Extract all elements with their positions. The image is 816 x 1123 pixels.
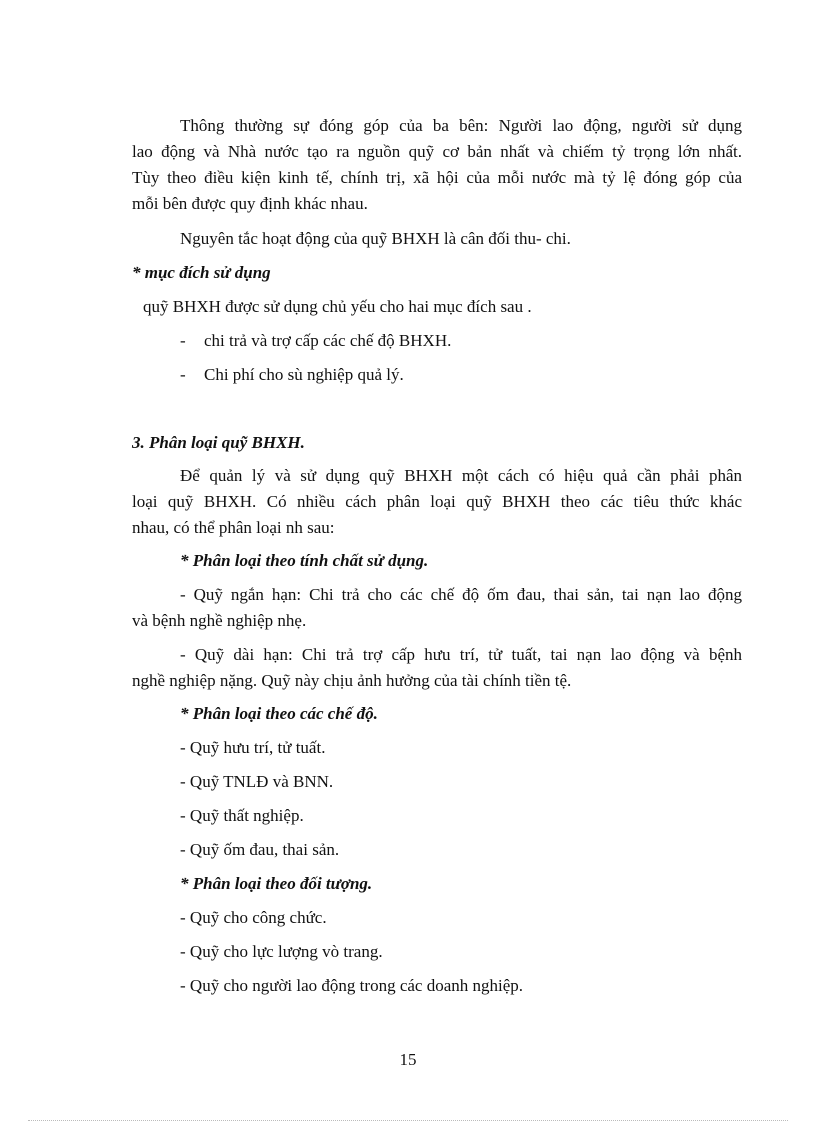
paragraph-line: Tùy theo điều kiện kinh tế, chính trị, xã hội của mỗi nước mà tỷ lệ đóng góp của (132, 168, 742, 187)
list-item: - Quỹ cho lực lượng vò trang. (180, 942, 383, 961)
paragraph-line: nhau, có thể phân loại nh sau: (132, 518, 335, 537)
page-number: 15 (399, 1050, 417, 1069)
footer-divider (28, 1120, 788, 1121)
list-item: Chi phí cho sù nghiệp quả lý. (204, 365, 404, 384)
list-item: - Quỹ cho người lao động trong các doanh nghiệp. (180, 976, 524, 995)
paragraph-line: loại quỹ BHXH. Có nhiều cách phân loại quỹ BHXH theo các tiêu thức khác (132, 492, 742, 511)
list-item: - Quỹ thất nghiệp. (180, 806, 304, 825)
paragraph-line: Nguyên tắc hoạt động của quỹ BHXH là cân đối thu- chi. (180, 229, 571, 248)
paragraph-line: Để quản lý và sử dụng quỹ BHXH một cách có hiệu quả cần phải phân (180, 466, 742, 485)
list-item: chi trả và trợ cấp các chế độ BHXH. (204, 331, 452, 350)
list-item-dash: - (180, 331, 186, 350)
paragraph-line: mỗi bên được quy định khác nhau. (132, 194, 368, 213)
list-item-dash: - (180, 365, 186, 384)
paragraph-line: - Quỹ ngắn hạn: Chi trả cho các chế độ ốm đau, thai sản, tai nạn lao động (180, 585, 742, 604)
list-item: - Quỹ cho công chức. (180, 908, 327, 927)
subheading-che-do: * Phân loại theo các chế độ. (180, 704, 378, 723)
subheading-doi-tuong: * Phân loại theo đối tượng. (180, 874, 373, 893)
subheading-muc-dich: * mục đích sử dụng (132, 263, 271, 282)
paragraph-line: lao động và Nhà nước tạo ra nguồn quỹ cơ bản nhất và chiếm tỷ trọng lớn nhất. (132, 142, 742, 161)
paragraph-line: quỹ BHXH được sử dụng chủ yếu cho hai mục đích sau . (143, 297, 532, 316)
subheading-tinh-chat: * Phân loại theo tính chất sử dụng. (180, 551, 429, 570)
paragraph-line: nghề nghiệp nặng. Quỹ này chịu ảnh hưởng của tài chính tiền tệ. (132, 671, 572, 690)
paragraph-line: Thông thường sự đóng góp của ba bên: Người lao động, người sử dụng (180, 116, 742, 135)
list-item: - Quỹ ốm đau, thai sản. (180, 840, 340, 859)
list-item: - Quỹ hưu trí, tử tuất. (180, 738, 326, 757)
section-heading: 3. Phân loại quỹ BHXH. (132, 433, 305, 452)
paragraph-line: - Quỹ dài hạn: Chi trả trợ cấp hưu trí, tử tuất, tai nạn lao động và bệnh (180, 645, 742, 664)
paragraph-line: và bệnh nghề nghiệp nhẹ. (132, 611, 307, 630)
list-item: - Quỹ TNLĐ và BNN. (180, 772, 334, 791)
